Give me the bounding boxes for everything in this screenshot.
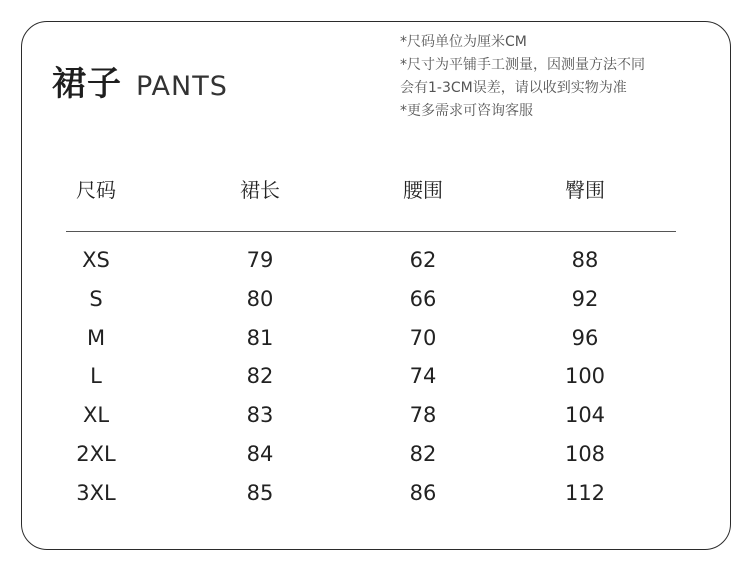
cell-hip: 92 [571, 286, 599, 311]
cell-waist: 78 [409, 403, 437, 428]
note-contact-service: *更多需求可咨询客服 [400, 103, 533, 119]
cell-hip: 104 [564, 403, 606, 428]
header-size: 尺码 [76, 178, 116, 202]
cell-waist: 66 [409, 286, 437, 311]
cell-size: 2XL [76, 441, 116, 466]
cell-waist: 74 [409, 364, 437, 389]
note-unit: *尺码单位为厘米CM [400, 34, 527, 50]
cell-hip: 112 [564, 480, 606, 505]
header-hip: 臀围 [565, 178, 605, 202]
cell-size: XL [82, 403, 110, 428]
cell-hip: 96 [571, 325, 599, 350]
table-row [0, 319, 750, 358]
cell-waist: 82 [409, 441, 437, 466]
table-row [0, 396, 750, 435]
cell-size: S [89, 286, 103, 311]
table-row [0, 280, 750, 319]
note-tolerance: 会有1-3CM误差，请以收到实物为准 [400, 80, 627, 96]
measurement-notes [400, 31, 730, 123]
header-waist: 腰围 [403, 178, 443, 202]
chart-title [52, 56, 228, 106]
cell-hip: 100 [564, 364, 606, 389]
cell-size: M [86, 325, 106, 350]
table-header [0, 173, 750, 207]
cell-waist: 70 [409, 325, 437, 350]
cell-skirt-length: 79 [246, 248, 274, 272]
note-measure-method: *尺寸为平铺手工测量，因测量方法不同 [400, 57, 645, 73]
cell-size: XS [82, 248, 110, 272]
cell-skirt-length: 84 [246, 441, 274, 466]
title-chinese: 裙子 [52, 64, 122, 104]
table-row [0, 474, 750, 513]
table-row [0, 357, 750, 396]
cell-skirt-length: 85 [246, 480, 274, 505]
cell-size: L [90, 364, 102, 389]
title-english: PANTS [136, 71, 228, 102]
cell-skirt-length: 80 [246, 286, 274, 311]
cell-waist: 86 [409, 480, 437, 505]
header-skirt-length: 裙长 [240, 178, 280, 202]
cell-waist: 62 [409, 248, 437, 272]
cell-skirt-length: 81 [246, 325, 274, 350]
table-row [0, 435, 750, 474]
header-divider [66, 231, 676, 232]
cell-skirt-length: 82 [246, 364, 274, 389]
table-row [0, 241, 750, 280]
cell-skirt-length: 83 [246, 403, 274, 428]
size-table-body [0, 241, 750, 513]
cell-hip: 88 [571, 248, 599, 272]
cell-size: 3XL [76, 480, 116, 505]
cell-hip: 108 [564, 441, 606, 466]
